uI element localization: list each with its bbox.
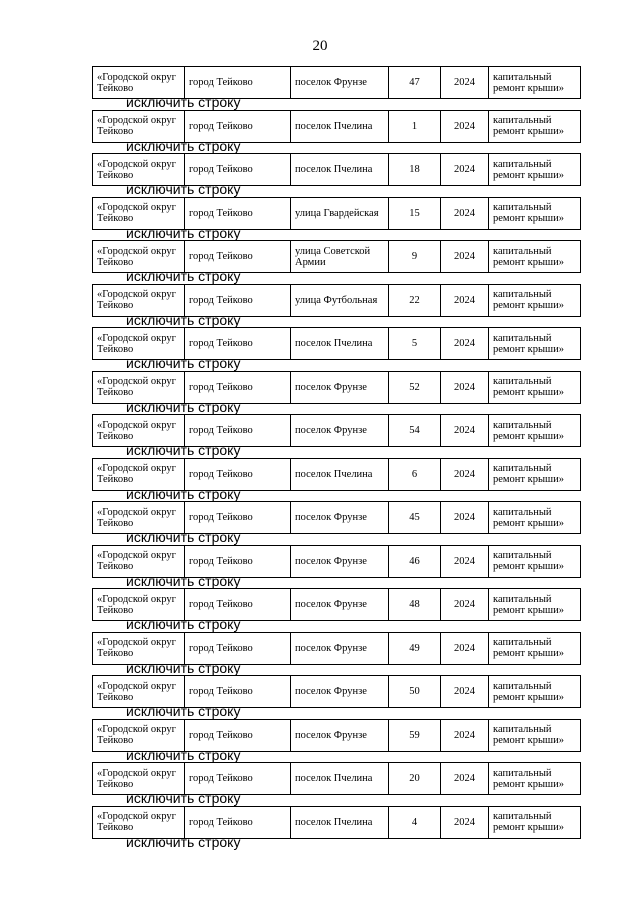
cell-municipality: «Городской округ Тейково <box>93 589 185 621</box>
row-block <box>92 545 582 589</box>
cell-city: город Тейково <box>185 67 291 99</box>
cell-city: город Тейково <box>185 806 291 838</box>
cell-work-type: капитальный ремонт крыши» <box>489 154 581 186</box>
cell-year: 2024 <box>441 763 489 795</box>
cell-year: 2024 <box>441 589 489 621</box>
cell-street: поселок Фрунзе <box>291 632 389 664</box>
cell-municipality: «Городской округ Тейково <box>93 545 185 577</box>
exclude-row-note: исключить строку <box>126 442 241 458</box>
row-block <box>92 110 582 154</box>
cell-street: поселок Пчелина <box>291 763 389 795</box>
cell-work-type: капитальный ремонт крыши» <box>489 284 581 316</box>
cell-city: город Тейково <box>185 415 291 447</box>
cell-house-number: 18 <box>389 154 441 186</box>
row-block <box>92 327 582 371</box>
cell-house-number: 15 <box>389 197 441 229</box>
cell-house-number: 22 <box>389 284 441 316</box>
cell-house-number: 52 <box>389 371 441 403</box>
cell-house-number: 49 <box>389 632 441 664</box>
exclude-row-note: исключить строку <box>126 137 241 154</box>
cell-work-type: капитальный ремонт крыши» <box>489 806 581 838</box>
cell-house-number: 20 <box>389 763 441 795</box>
exclude-row-note: исключить строку <box>126 659 241 676</box>
cell-municipality: «Городской округ Тейково <box>93 197 185 229</box>
cell-city: город Тейково <box>185 545 291 577</box>
exclude-row-note: исключить строку <box>126 268 241 284</box>
cell-work-type: капитальный ремонт крыши» <box>489 241 581 273</box>
cell-municipality: «Городской округ Тейково <box>93 110 185 142</box>
cell-work-type: капитальный ремонт крыши» <box>489 502 581 534</box>
cell-house-number: 50 <box>389 676 441 708</box>
exclude-row-note: исключить строку <box>126 833 241 850</box>
exclude-row-note: исключить строку <box>126 572 241 589</box>
row-block <box>92 762 582 806</box>
cell-municipality: «Городской округ Тейково <box>93 632 185 664</box>
cell-street: улица Гвардейская <box>291 197 389 229</box>
cell-city: город Тейково <box>185 197 291 229</box>
exclude-row-note: исключить строку <box>126 181 241 197</box>
cell-street: поселок Пчелина <box>291 110 389 142</box>
cell-year: 2024 <box>441 719 489 751</box>
cell-year: 2024 <box>441 67 489 99</box>
cell-house-number: 5 <box>389 328 441 360</box>
cell-street: поселок Фрунзе <box>291 415 389 447</box>
cell-street: поселок Фрунзе <box>291 589 389 621</box>
cell-street: поселок Фрунзе <box>291 545 389 577</box>
row-block <box>92 240 582 284</box>
cell-municipality: «Городской округ Тейково <box>93 763 185 795</box>
cell-house-number: 1 <box>389 110 441 142</box>
cell-house-number: 48 <box>389 589 441 621</box>
cell-city: город Тейково <box>185 328 291 360</box>
cell-house-number: 45 <box>389 502 441 534</box>
cell-city: город Тейково <box>185 502 291 534</box>
cell-work-type: капитальный ремонт крыши» <box>489 589 581 621</box>
cell-work-type: капитальный ремонт крыши» <box>489 110 581 142</box>
cell-municipality: «Городской округ Тейково <box>93 458 185 490</box>
cell-work-type: капитальный ремонт крыши» <box>489 763 581 795</box>
cell-house-number: 9 <box>389 241 441 273</box>
cell-work-type: капитальный ремонт крыши» <box>489 371 581 403</box>
cell-year: 2024 <box>441 632 489 664</box>
exclude-row-note: исключить строку <box>126 790 241 806</box>
cell-street: поселок Пчелина <box>291 328 389 360</box>
cell-street: поселок Пчелина <box>291 458 389 490</box>
rows-container <box>92 66 582 849</box>
cell-street: поселок Фрунзе <box>291 676 389 708</box>
page-number: 20 <box>312 38 328 54</box>
cell-city: город Тейково <box>185 632 291 664</box>
cell-street: поселок Фрунзе <box>291 502 389 534</box>
row-block <box>92 66 582 110</box>
cell-municipality: «Городской округ Тейково <box>93 154 185 186</box>
cell-street: улица Советской Армии <box>291 241 389 273</box>
cell-year: 2024 <box>441 415 489 447</box>
cell-work-type: капитальный ремонт крыши» <box>489 197 581 229</box>
cell-year: 2024 <box>441 328 489 360</box>
cell-work-type: капитальный ремонт крыши» <box>489 415 581 447</box>
row-block <box>92 371 582 415</box>
row-block <box>92 153 582 197</box>
cell-municipality: «Городской округ Тейково <box>93 371 185 403</box>
cell-work-type: капитальный ремонт крыши» <box>489 458 581 490</box>
cell-street: улица Футбольная <box>291 284 389 316</box>
cell-year: 2024 <box>441 197 489 229</box>
cell-street: поселок Фрунзе <box>291 67 389 99</box>
cell-city: город Тейково <box>185 719 291 751</box>
cell-work-type: капитальный ремонт крыши» <box>489 632 581 664</box>
row-block <box>92 806 582 850</box>
cell-city: город Тейково <box>185 676 291 708</box>
cell-work-type: капитальный ремонт крыши» <box>489 719 581 751</box>
cell-municipality: «Городской округ Тейково <box>93 502 185 534</box>
cell-city: город Тейково <box>185 458 291 490</box>
cell-year: 2024 <box>441 676 489 708</box>
exclude-row-note: исключить строку <box>126 311 241 328</box>
cell-house-number: 46 <box>389 545 441 577</box>
cell-house-number: 6 <box>389 458 441 490</box>
cell-year: 2024 <box>441 545 489 577</box>
cell-house-number: 47 <box>389 67 441 99</box>
cell-municipality: «Городской округ Тейково <box>93 67 185 99</box>
cell-city: город Тейково <box>185 241 291 273</box>
cell-city: город Тейково <box>185 763 291 795</box>
cell-house-number: 54 <box>389 415 441 447</box>
document-body <box>92 66 582 849</box>
cell-municipality: «Городской округ Тейково <box>93 806 185 838</box>
cell-year: 2024 <box>441 806 489 838</box>
cell-year: 2024 <box>441 284 489 316</box>
cell-year: 2024 <box>441 458 489 490</box>
exclude-row-note: исключить строку <box>126 616 241 632</box>
row-block <box>92 414 582 458</box>
cell-street: поселок Пчелина <box>291 806 389 838</box>
cell-house-number: 59 <box>389 719 441 751</box>
exclude-row-note: исключить строку <box>126 355 241 371</box>
cell-city: город Тейково <box>185 371 291 403</box>
exclude-row-note: исключить строку <box>126 529 241 545</box>
cell-municipality: «Городской округ Тейково <box>93 241 185 273</box>
cell-year: 2024 <box>441 154 489 186</box>
row-block <box>92 458 582 502</box>
cell-work-type: капитальный ремонт крыши» <box>489 676 581 708</box>
cell-work-type: капитальный ремонт крыши» <box>489 67 581 99</box>
cell-municipality: «Городской округ Тейково <box>93 719 185 751</box>
cell-municipality: «Городской округ Тейково <box>93 676 185 708</box>
exclude-row-note: исключить строку <box>126 94 241 110</box>
cell-city: город Тейково <box>185 110 291 142</box>
cell-municipality: «Городской округ Тейково <box>93 284 185 316</box>
row-block <box>92 588 582 632</box>
row-block <box>92 197 582 241</box>
cell-municipality: «Городской округ Тейково <box>93 328 185 360</box>
exclude-row-note: исключить строку <box>126 398 241 415</box>
cell-city: город Тейково <box>185 284 291 316</box>
row-block <box>92 632 582 676</box>
exclude-row-note: исключить строку <box>126 485 241 502</box>
cell-work-type: капитальный ремонт крыши» <box>489 328 581 360</box>
cell-house-number: 4 <box>389 806 441 838</box>
cell-city: город Тейково <box>185 589 291 621</box>
cell-street: поселок Фрунзе <box>291 719 389 751</box>
cell-street: поселок Пчелина <box>291 154 389 186</box>
cell-year: 2024 <box>441 371 489 403</box>
cell-city: город Тейково <box>185 154 291 186</box>
row-block <box>92 719 582 763</box>
row-block <box>92 284 582 328</box>
cell-year: 2024 <box>441 241 489 273</box>
row-block <box>92 675 582 719</box>
cell-street: поселок Фрунзе <box>291 371 389 403</box>
cell-work-type: капитальный ремонт крыши» <box>489 545 581 577</box>
cell-municipality: «Городской округ Тейково <box>93 415 185 447</box>
row-block <box>92 501 582 545</box>
cell-year: 2024 <box>441 502 489 534</box>
exclude-row-note: исключить строку <box>126 703 241 719</box>
exclude-row-note: исключить строку <box>126 746 241 763</box>
exclude-row-note: исключить строку <box>126 224 241 241</box>
cell-year: 2024 <box>441 110 489 142</box>
